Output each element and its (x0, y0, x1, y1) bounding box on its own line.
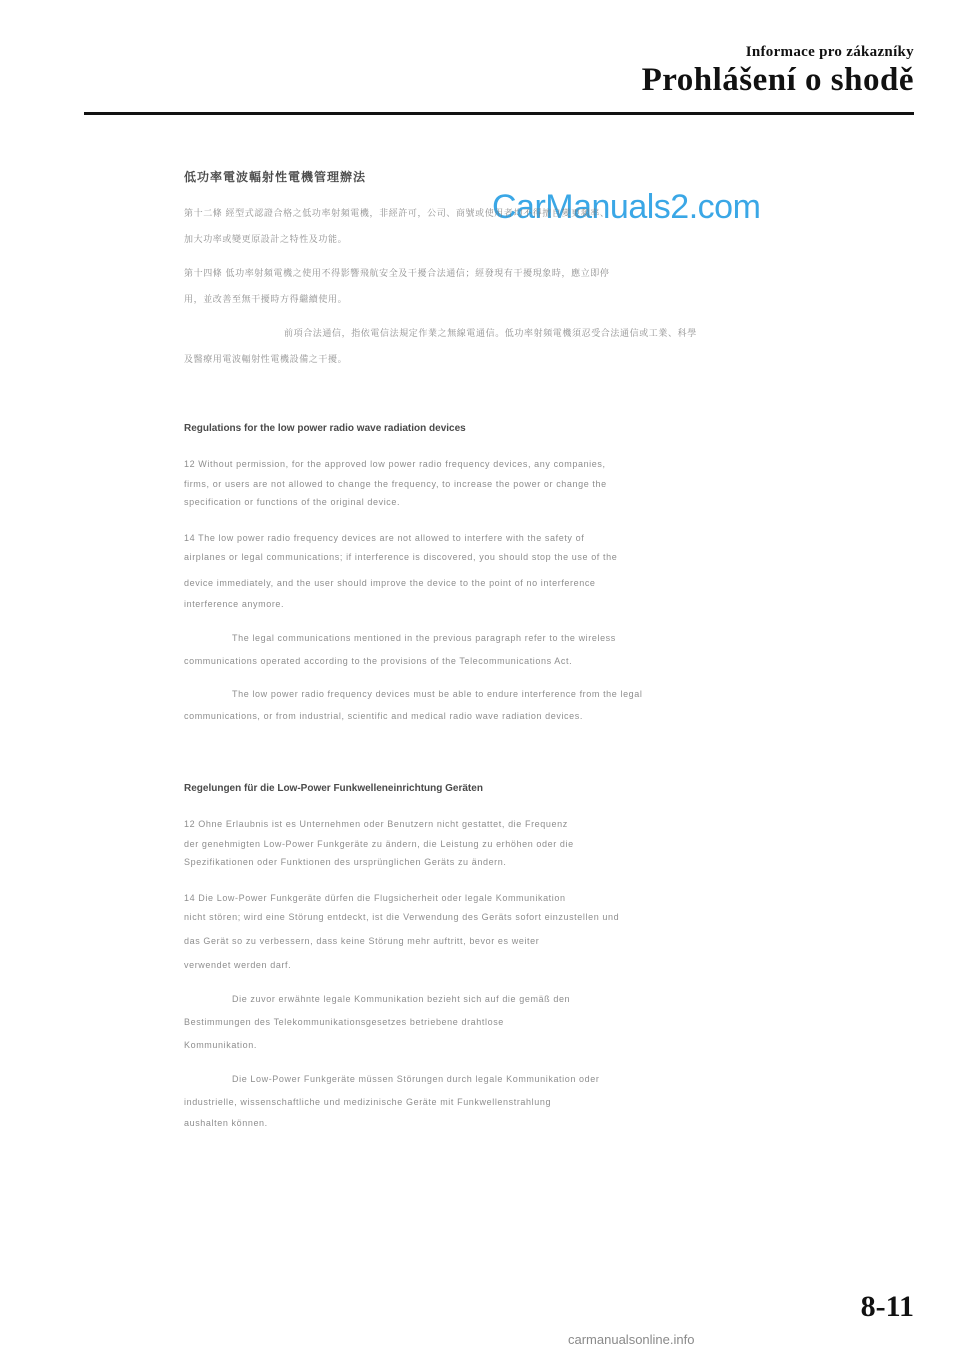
english-line: specification or functions of the original device. (184, 497, 401, 507)
german-line: 14 Die Low-Power Funkgeräte dürfen die Flugsicherheit oder legale Kommunikation (184, 893, 566, 903)
english-line: interference anymore. (184, 599, 285, 609)
german-line: Die zuvor erwähnte legale Kommunikation bezieht sich auf die gemäß den (232, 994, 571, 1004)
taiwan-heading: 低功率電波輻射性電機管理辦法 (184, 170, 367, 184)
english-heading: Regulations for the low power radio wave radiation devices (184, 423, 466, 434)
german-line: Die Low-Power Funkgeräte müssen Störungen durch legale Kommunikation oder (232, 1074, 600, 1084)
page-number: 8-11 (860, 1290, 914, 1323)
german-line: der genehmigten Low-Power Funkgeräte zu ändern, die Leistung zu erhöhen oder die (184, 839, 574, 849)
english-line: The legal communications mentioned in the previous paragraph refer to the wireless (232, 633, 616, 643)
german-line: aushalten können. (184, 1118, 268, 1128)
taiwan-line: 第十二條 經型式認證合格之低功率射頻電機，非經許可，公司、商號或使用者均不得擅自變更頻率、 (184, 208, 610, 218)
german-heading: Regelungen für die Low-Power Funkwelleneinrichtung Geräten (184, 783, 483, 794)
german-line: verwendet werden darf. (184, 960, 292, 970)
english-line: airplanes or legal communications; if interference is discovered, you should stop the use of the (184, 552, 618, 562)
german-line: Kommunikation. (184, 1040, 257, 1050)
german-line: nicht stören; wird eine Störung entdeckt, ist die Verwendung des Geräts sofort einzustellen und (184, 912, 620, 922)
english-line: 12 Without permission, for the approved low power radio frequency devices, any companies, (184, 459, 606, 469)
watermark: CarManuals2.com (492, 188, 761, 226)
german-line: Bestimmungen des Telekommunikationsgesetzes betriebene drahtlose (184, 1017, 504, 1027)
english-line: device immediately, and the user should improve the device to the point of no interference (184, 578, 596, 588)
taiwan-line: 用，並改善至無干擾時方得繼續使用。 (184, 294, 348, 304)
page-title: Prohlášení o shodě (641, 62, 914, 98)
english-line: 14 The low power radio frequency devices are not allowed to interfere with the safety of (184, 533, 585, 543)
header-rule (84, 112, 914, 115)
german-line: das Gerät so zu verbessern, dass keine Störung mehr auftritt, bevor es weiter (184, 936, 540, 946)
english-line: firms, or users are not allowed to change the frequency, to increase the power or change the (184, 479, 607, 489)
taiwan-line: 及醫療用電波輻射性電機設備之干擾。 (184, 354, 348, 364)
german-line: Spezifikationen oder Funktionen des ursprünglichen Geräts zu ändern. (184, 857, 507, 867)
header-subtitle: Informace pro zákazníky (745, 44, 914, 60)
taiwan-line: 前項合法通信，指依電信法規定作業之無線電通信。低功率射頻電機須忍受合法通信或工業、科學 (284, 328, 697, 338)
english-line: The low power radio frequency devices must be able to endure interference from the legal (232, 689, 643, 699)
footer-watermark: carmanualsonline.info (568, 1332, 695, 1347)
german-line: 12 Ohne Erlaubnis ist es Unternehmen oder Benutzern nicht gestattet, die Frequenz (184, 819, 568, 829)
german-line: industrielle, wissenschaftliche und medizinische Geräte mit Funkwellenstrahlung (184, 1097, 552, 1107)
english-line: communications, or from industrial, scientific and medical radio wave radiation devices. (184, 711, 583, 721)
english-line: communications operated according to the provisions of the Telecommunications Act. (184, 656, 573, 666)
taiwan-line: 加大功率或變更原設計之特性及功能。 (184, 234, 348, 244)
taiwan-line: 第十四條 低功率射頻電機之使用不得影響飛航安全及干擾合法通信；經發現有干擾現象時，應立即停 (184, 268, 610, 278)
